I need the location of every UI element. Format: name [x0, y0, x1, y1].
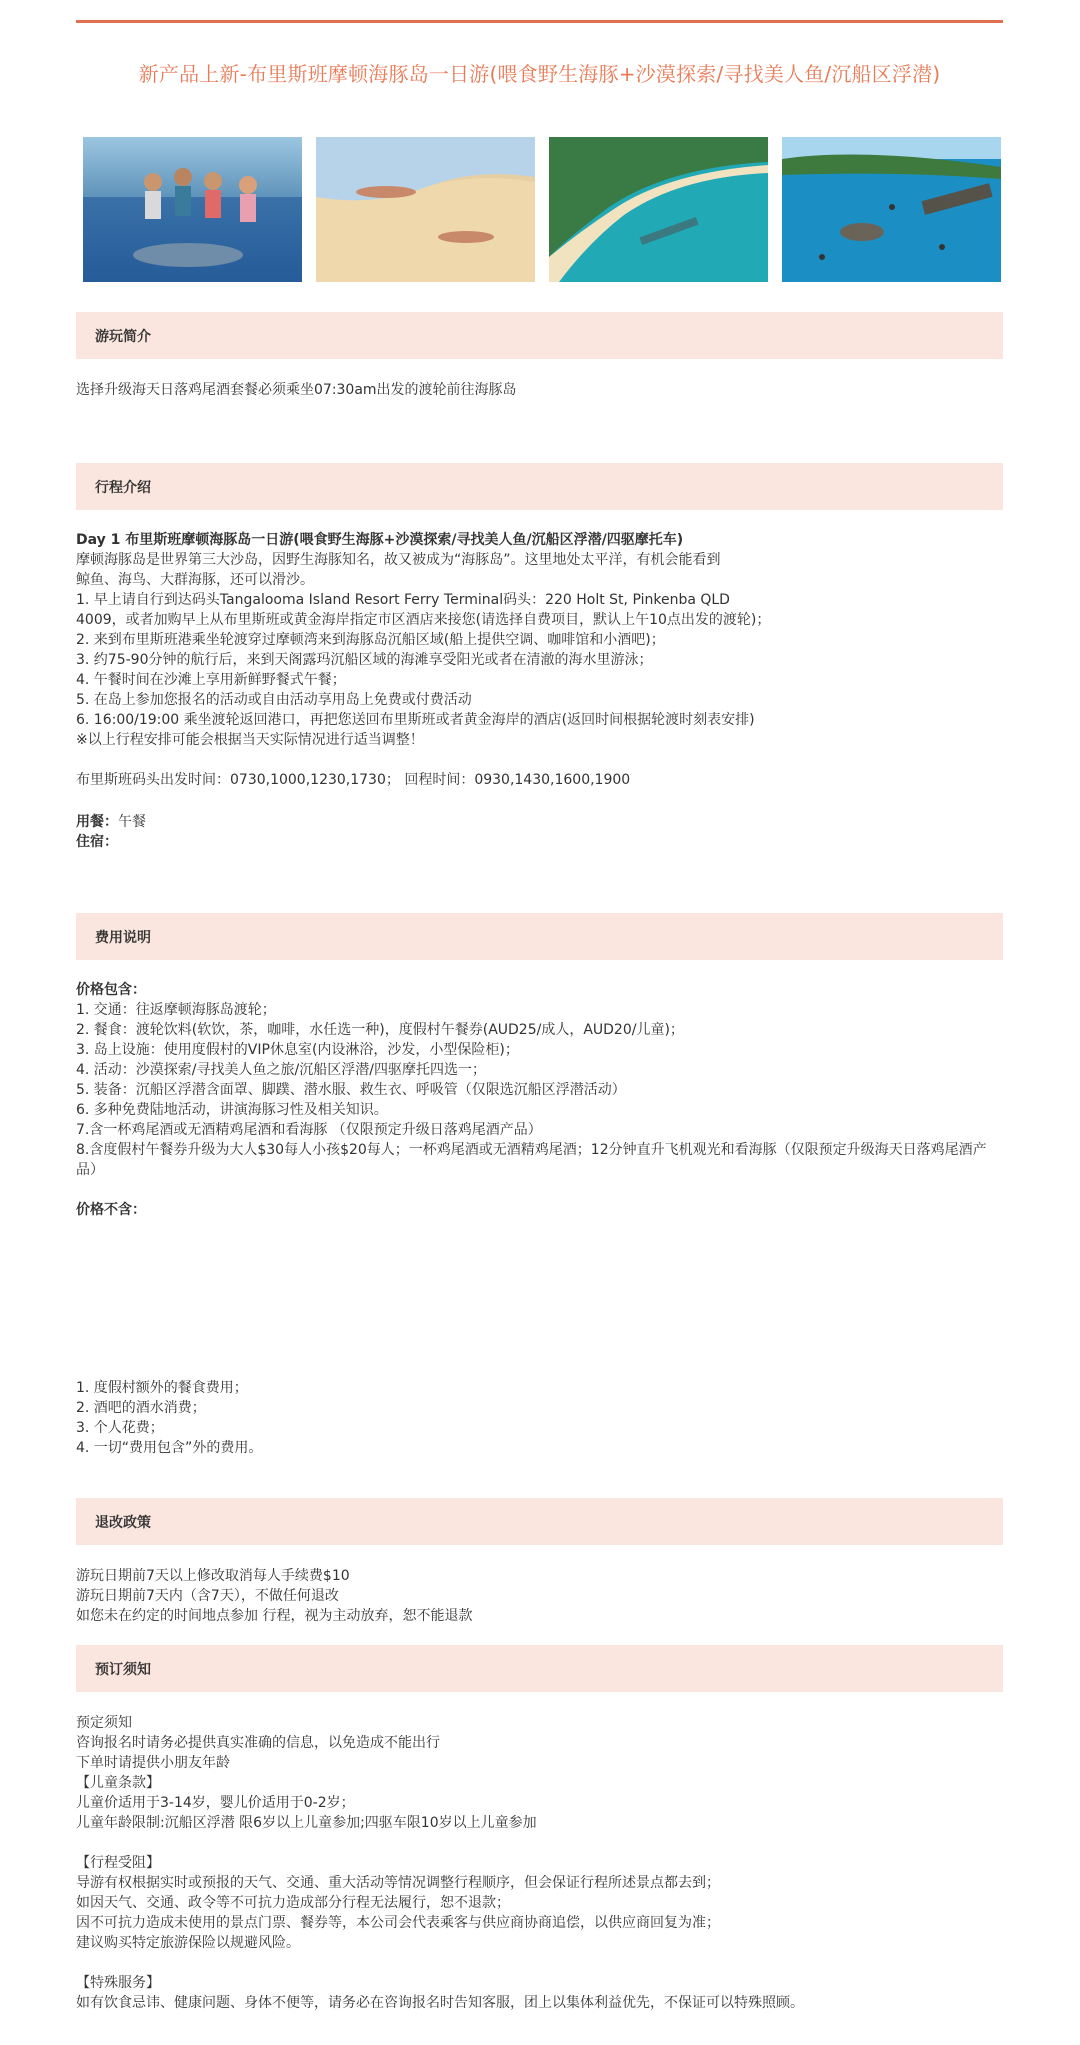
itinerary-body	[76, 530, 1003, 750]
include-item: 5. 装备：沉船区浮潜含面罩、脚蹼、潜水服、救生衣、呼吸管（仅限选沉船区浮潜活动）	[76, 1082, 626, 1098]
section-title: 费用说明	[95, 930, 151, 946]
booking-line: 建议购买特定旅游保险以规避风险。	[76, 1935, 300, 1951]
schedule-line: 布里斯班码头出发时间：0730,1000,1230,1730； 回程时间：0930,1430,1600,1900	[76, 772, 631, 788]
day-heading: Day 1 布里斯班摩顿海豚岛一日游(喂食野生海豚+沙漠探索/寻找美人鱼/沉船区浮潜/四驱摩托车)	[76, 532, 684, 548]
product-title: 新产品上新-布里斯班摩顿海豚岛一日游(喂食野生海豚+沙漠探索/寻找美人鱼/沉船区浮潜)	[138, 62, 941, 86]
section-header-fees	[76, 913, 1003, 960]
booking-spacer	[76, 1953, 1003, 1973]
include-label: 价格包含：	[76, 982, 146, 998]
photo-wreck-snorkel[interactable]	[782, 137, 1001, 282]
refund-line: 如您未在约定的时间地点参加 行程，视为主动放弃，恕不能退款	[76, 1608, 473, 1624]
include-item: 7.含一杯鸡尾酒或无酒精鸡尾酒和看海豚 （仅限预定升级日落鸡尾酒产品）	[76, 1122, 542, 1138]
schedule-text	[76, 770, 1003, 790]
booking-line: 下单时请提供小朋友年龄	[76, 1755, 230, 1771]
include-item: 6. 多种免费陆地活动，讲演海豚习性及相关知识。	[76, 1102, 388, 1118]
itinerary-line: 4. 午餐时间在沙滩上享用新鲜野餐式午餐；	[76, 672, 346, 688]
intro-line: 选择升级海天日落鸡尾酒套餐必须乘坐07:30am出发的渡轮前往海豚岛	[76, 382, 517, 398]
intro-text	[76, 380, 1003, 400]
meal-label: 用餐：	[76, 814, 118, 830]
refund-line: 游玩日期前7天以上修改取消每人手续费$10	[76, 1568, 350, 1584]
refund-policy	[76, 1566, 1003, 1626]
itinerary-line: 1. 早上请自行到达码头Tangalooma Island Resort Ferry Terminal码头：220 Holt St, Pinkenba QLD	[76, 592, 730, 608]
exclude-item: 3. 个人花费；	[76, 1420, 164, 1436]
include-item: 2. 餐食：渡轮饮料(软饮，茶，咖啡，水任选一种)，度假村午餐券(AUD25/成人，AUD20/儿童)；	[76, 1022, 684, 1038]
section-header-itinerary	[76, 463, 1003, 510]
exclude-item: 4. 一切“费用包含”外的费用。	[76, 1440, 263, 1456]
itinerary-line: 3. 约75-90分钟的航行后，来到天阁露玛沉船区域的海滩享受阳光或者在清澈的海水里游泳；	[76, 652, 653, 668]
photo-dolphin-feeding[interactable]	[83, 137, 302, 282]
fee-include	[76, 980, 1003, 1180]
booking-line: 【行程受阻】	[76, 1855, 160, 1871]
include-item: 4. 活动：沙漠探索/寻找美人鱼之旅/沉船区浮潜/四驱摩托四选一；	[76, 1062, 486, 1078]
meal-stay	[76, 812, 1003, 852]
booking-line: 预定须知	[76, 1715, 132, 1731]
photo-aerial-island[interactable]	[549, 137, 768, 282]
exclude-item: 2. 酒吧的酒水消费；	[76, 1400, 206, 1416]
section-header-booking	[76, 1645, 1003, 1692]
photo-sand-dune[interactable]	[316, 137, 535, 282]
stay-label: 住宿：	[76, 834, 118, 850]
photo-gallery	[83, 137, 1003, 282]
section-title: 行程介绍	[95, 480, 151, 496]
itinerary-line: 6. 16:00/19:00 乘坐渡轮返回港口，再把您送回布里斯班或者黄金海岸的酒店(返回时间根据轮渡时刻表安排)	[76, 712, 755, 728]
exclude-item: 1. 度假村额外的餐食费用；	[76, 1380, 248, 1396]
include-item: 3. 岛上设施：使用度假村的VIP休息室(内设淋浴，沙发，小型保险柜)；	[76, 1042, 519, 1058]
booking-line: 咨询报名时请务必提供真实准确的信息，以免造成不能出行	[76, 1735, 440, 1751]
section-title: 游玩简介	[95, 329, 151, 345]
include-item: 8.含度假村午餐券升级为大人$30每人小孩$20每人；一杯鸡尾酒或无酒精鸡尾酒；12分钟直升飞机观光和看海豚（仅限预定升级海天日落鸡尾酒产品）	[76, 1142, 987, 1178]
booking-line: 如有饮食忌讳、健康问题、身体不便等，请务必在咨询报名时告知客服，团上以集体利益优先，不保证可以特殊照顾。	[76, 1995, 804, 2011]
itinerary-line: 2. 来到布里斯班港乘坐轮渡穿过摩顿湾来到海豚岛沉船区域(船上提供空调、咖啡馆和小酒吧)；	[76, 632, 665, 648]
booking-line: 【儿童条款】	[76, 1775, 160, 1791]
section-title: 预订须知	[95, 1662, 151, 1678]
booking-line: 儿童年龄限制:沉船区浮潜 限6岁以上儿童参加;四驱车限10岁以上儿童参加	[76, 1815, 537, 1831]
itinerary-line: 摩顿海豚岛是世界第三大沙岛，因野生海豚知名，故又被成为“海豚岛”。这里地处太平洋，有机会能看到	[76, 552, 721, 568]
refund-line: 游玩日期前7天内（含7天），不做任何退改	[76, 1588, 339, 1604]
top-divider	[76, 20, 1003, 23]
exclude-label: 价格不含：	[76, 1202, 146, 1218]
itinerary-line: 5. 在岛上参加您报名的活动或自由活动享用岛上免费或付费活动	[76, 692, 472, 708]
booking-line: 因不可抗力造成未使用的景点门票、餐券等，本公司会代表乘客与供应商协商追偿，以供应商回复为准；	[76, 1915, 720, 1931]
itinerary-line: ※以上行程安排可能会根据当天实际情况进行适当调整！	[76, 732, 424, 748]
booking-line: 如因天气、交通、政令等不可抗力造成部分行程无法履行，恕不退款；	[76, 1895, 510, 1911]
booking-line: 儿童价适用于3-14岁，婴儿价适用于0-2岁；	[76, 1795, 355, 1811]
booking-line: 导游有权根据实时或预报的天气、交通、重大活动等情况调整行程顺序，但会保证行程所述景点都去到；	[76, 1875, 720, 1891]
fee-exclude-label	[76, 1200, 1003, 1220]
section-header-intro	[76, 312, 1003, 359]
meal-value: 午餐	[118, 814, 146, 830]
booking-line: 【特殊服务】	[76, 1975, 160, 1991]
section-title: 退改政策	[95, 1515, 151, 1531]
section-header-refund	[76, 1498, 1003, 1545]
fee-exclude	[76, 1378, 1003, 1458]
booking-notes	[76, 1713, 1003, 2013]
itinerary-line: 鲸鱼、海鸟、大群海豚，还可以滑沙。	[76, 572, 314, 588]
include-item: 1. 交通：往返摩顿海豚岛渡轮；	[76, 1002, 276, 1018]
itinerary-line: 4009，或者加购早上从布里斯班或黄金海岸指定市区酒店来接您(请选择自费项目，默认上午10点出发的渡轮)；	[76, 612, 771, 628]
booking-spacer	[76, 1833, 1003, 1853]
